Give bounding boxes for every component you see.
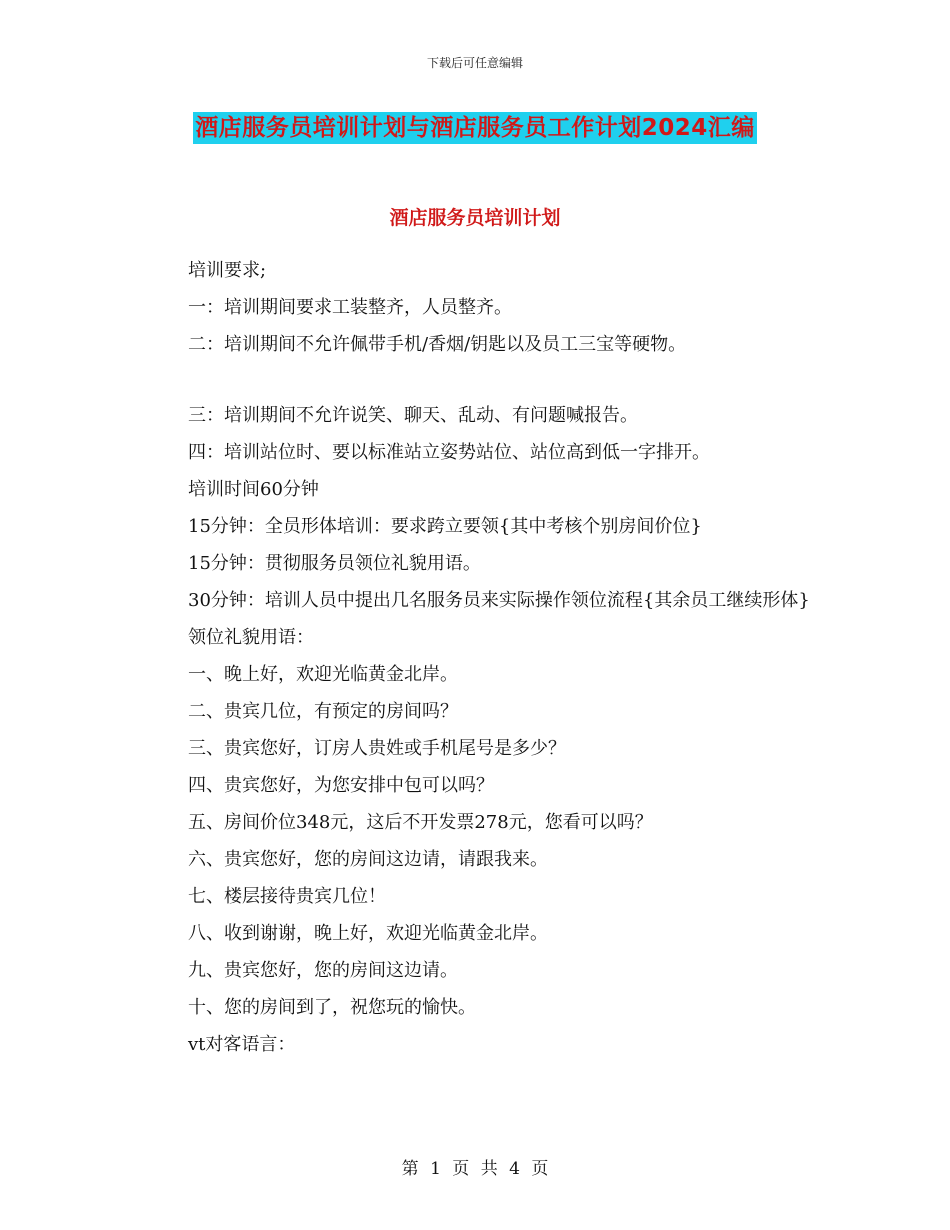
- paragraph: 15分钟：全员形体培训：要求跨立要领{其中考核个别房间价位}: [188, 516, 702, 537]
- paragraph: 三、贵宾您好，订房人贵姓或手机尾号是多少？: [188, 738, 566, 759]
- paragraph: 一、晚上好，欢迎光临黄金北岸。: [188, 664, 458, 685]
- main-title-container: [0, 112, 950, 144]
- paragraph: 八、收到谢谢，晚上好，欢迎光临黄金北岸。: [188, 923, 548, 944]
- paragraph: 九、贵宾您好，您的房间这边请。: [188, 960, 458, 981]
- paragraph: 培训要求;: [188, 260, 267, 281]
- paragraph: 二、贵宾几位，有预定的房间吗？: [188, 701, 458, 722]
- main-title: 酒店服务员培训计划与酒店服务员工作计划2024汇编: [193, 112, 757, 144]
- paragraph: 五、房间价位348元，这后不开发票278元，您看可以吗？: [188, 812, 653, 833]
- paragraph: vt对客语言：: [188, 1034, 296, 1055]
- paragraph: 三：培训期间不允许说笑、聊天、乱动、有问题喊报告。: [188, 405, 638, 426]
- paragraph: 二：培训期间不允许佩带手机/香烟/钥匙以及员工三宝等硬物。: [188, 334, 687, 355]
- paragraph-gap: [143, 363, 813, 397]
- paragraph: 四、贵宾您好，为您安排中包可以吗？: [188, 775, 494, 796]
- paragraph: 领位礼貌用语：: [188, 627, 314, 648]
- document-body: [143, 252, 813, 1063]
- paragraph: 四：培训站位时、要以标准站立姿势站位、站位高到低一字排开。: [188, 442, 710, 463]
- paragraph: 七、楼层接待贵宾几位！: [188, 886, 386, 907]
- section-title: 酒店服务员培训计划: [389, 207, 561, 229]
- paragraph: 15分钟：贯彻服务员领位礼貌用语。: [188, 553, 481, 574]
- paragraph: 一：培训期间要求工装整齐，人员整齐。: [188, 297, 512, 318]
- paragraph: 30分钟：培训人员中提出几名服务员来实际操作领位流程{其余员工继续形体}: [188, 590, 810, 611]
- page-header-note: 下载后可任意编辑: [426, 56, 523, 70]
- page-footer: 第 1 页 共 4 页: [401, 1159, 549, 1179]
- paragraph: 十、您的房间到了，祝您玩的愉快。: [188, 997, 476, 1018]
- paragraph: 六、贵宾您好，您的房间这边请，请跟我来。: [188, 849, 548, 870]
- paragraph: 培训时间60分钟: [188, 479, 319, 500]
